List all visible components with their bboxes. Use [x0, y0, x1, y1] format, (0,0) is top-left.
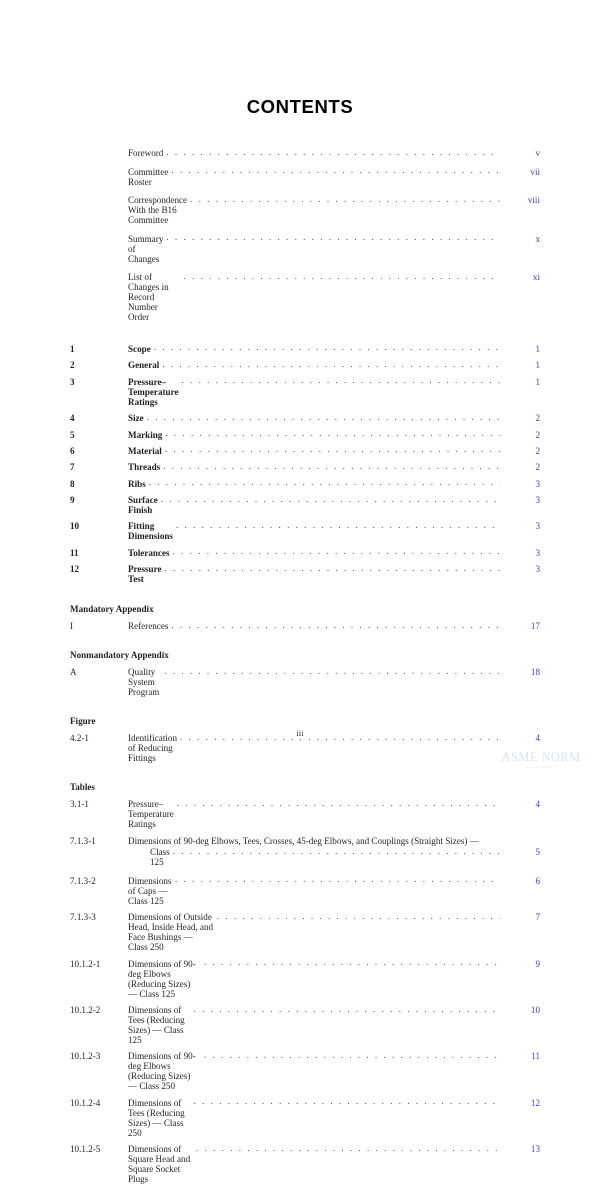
entry-title: Dimensions of Outside Head, Inside Head, and Face Bushings — Class 250: [128, 912, 214, 953]
entry-page[interactable]: x: [535, 233, 540, 244]
entry-title: References: [128, 621, 169, 632]
entry-page[interactable]: 9: [535, 958, 540, 969]
spacer: [70, 640, 540, 650]
entry-title: Dimensions of 90-deg Elbows, Tees, Crosses, 45-deg Elbows, and Couplings (Straight Sizes) —: [128, 835, 479, 846]
entry-title: Dimensions of Caps — Class 125: [128, 875, 172, 906]
entry-title: List of Changes in Record Number Order: [128, 272, 169, 323]
entry-number: 1: [70, 343, 75, 354]
dot-leader: [165, 428, 500, 438]
entry-number: 5: [70, 429, 75, 440]
entry-page[interactable]: 1: [535, 343, 540, 354]
dot-leader: [217, 911, 500, 921]
entry-number: 10: [70, 521, 80, 532]
entry-title: Pressure–Temperature Ratings: [128, 799, 174, 830]
toc-entry[interactable]: [70, 667, 540, 697]
entry-title: Committee Roster: [128, 166, 169, 187]
entry-number: 7: [70, 462, 75, 473]
entry-title: Size: [128, 413, 144, 424]
toc-entry[interactable]: [70, 360, 540, 370]
toc-entry[interactable]: [70, 1051, 540, 1091]
entry-title: Fitting Dimensions: [128, 521, 173, 542]
entry-number: 4: [70, 413, 75, 424]
toc-entry[interactable]: [70, 167, 540, 187]
entry-title: Scope: [128, 343, 151, 354]
tables-group: [70, 782, 540, 1184]
dot-leader: [204, 1050, 500, 1060]
entry-number: 3: [70, 376, 75, 387]
dot-leader: [204, 957, 500, 967]
toc-entry[interactable]: [70, 836, 540, 846]
dot-leader: [175, 874, 500, 884]
dot-leader: [171, 620, 500, 630]
entry-page[interactable]: 2: [535, 445, 540, 456]
entry-page[interactable]: 3: [535, 547, 540, 558]
entry-number: 7.1.3-2: [70, 875, 96, 886]
entry-page[interactable]: vii: [530, 166, 540, 177]
entry-page[interactable]: 17: [530, 621, 540, 632]
spacer: [70, 591, 540, 604]
dot-leader: [184, 271, 500, 281]
entry-page[interactable]: 13: [530, 1144, 540, 1155]
entry-title: Dimensions of Tees (Reducing Sizes) — Class 125: [128, 1005, 185, 1046]
table-of-contents: [70, 148, 540, 1191]
entry-title: Surface Finish: [128, 495, 158, 516]
toc-entry[interactable]: [70, 479, 540, 489]
dot-leader: [149, 477, 500, 487]
entry-number: 7.1.3-3: [70, 912, 96, 923]
dot-leader: [166, 232, 500, 242]
toc-entry[interactable]: [70, 377, 540, 407]
mandatory-appendix-group: [70, 604, 540, 632]
toc-entry[interactable]: [70, 1098, 540, 1138]
toc-entry[interactable]: [70, 1005, 540, 1045]
entry-title: Summary of Changes: [128, 233, 164, 264]
toc-entry[interactable]: [70, 548, 540, 558]
dot-leader: [173, 846, 500, 856]
entry-title: Dimensions of 90-deg Elbows (Reducing Sizes) — Class 250: [128, 1051, 196, 1092]
entry-number: 8: [70, 478, 75, 489]
entry-title: Material: [128, 445, 162, 456]
entry-page[interactable]: 18: [530, 667, 540, 678]
dot-leader: [171, 165, 500, 175]
dot-leader: [176, 520, 500, 530]
entry-page[interactable]: 3: [535, 495, 540, 506]
entry-page[interactable]: v: [535, 148, 540, 158]
entry-title: Dimensions of 90-deg Elbows (Reducing Sizes) — Class 125: [128, 958, 196, 999]
entry-page[interactable]: 2: [535, 462, 540, 473]
entry-number: 11: [70, 547, 79, 558]
entry-page[interactable]: 1: [535, 360, 540, 371]
entry-title: Marking: [128, 429, 163, 440]
toc-entry[interactable]: [70, 521, 540, 541]
entry-page[interactable]: 3: [535, 478, 540, 489]
dot-leader: [182, 375, 500, 385]
entry-page[interactable]: 1: [535, 376, 540, 387]
dot-leader: [196, 1143, 500, 1153]
entry-title: Correspondence With the B16 Committee: [128, 195, 188, 226]
dot-leader: [194, 1096, 500, 1106]
front-matter-group: [70, 148, 540, 322]
entry-page[interactable]: 4: [535, 733, 540, 744]
entry-number: A: [70, 667, 77, 678]
figure-group: [70, 716, 540, 764]
entry-page[interactable]: 3: [535, 521, 540, 532]
nonmandatory-appendix-group: [70, 650, 540, 698]
entry-page[interactable]: xi: [532, 272, 540, 283]
dot-leader: [190, 194, 500, 204]
spacer: [70, 706, 540, 716]
toc-entry[interactable]: [70, 413, 540, 423]
toc-entry[interactable]: [70, 495, 540, 515]
dot-leader: [166, 147, 500, 157]
entry-page[interactable]: 2: [535, 413, 540, 424]
entry-title: Foreword: [128, 148, 164, 158]
toc-entry[interactable]: [70, 195, 540, 225]
entry-page[interactable]: 5: [535, 847, 540, 858]
entry-number: 10.1.2-3: [70, 1051, 101, 1062]
entry-title: Dimensions of Tees (Reducing Sizes) — Class 250: [128, 1097, 185, 1138]
toc-entry[interactable]: [70, 148, 540, 158]
toc-entry[interactable]: [70, 912, 540, 952]
toc-entry[interactable]: [70, 462, 540, 472]
toc-entry-continuation[interactable]: [70, 847, 540, 867]
watermark-tagline: STANDARDS: [525, 765, 557, 769]
entry-number: 2: [70, 360, 75, 371]
entry-page[interactable]: 10: [530, 1005, 540, 1016]
entry-title: Tolerances: [128, 547, 170, 558]
entry-page[interactable]: 3: [535, 564, 540, 575]
toc-entry[interactable]: [70, 959, 540, 999]
dot-leader: [154, 342, 500, 352]
dot-leader: [173, 546, 500, 556]
dot-leader: [147, 412, 500, 422]
dot-leader: [165, 444, 500, 454]
entry-page[interactable]: 12: [530, 1097, 540, 1108]
toc-entry[interactable]: [70, 799, 540, 829]
dot-leader: [177, 798, 500, 808]
entry-number: 10.1.2-1: [70, 958, 101, 969]
entry-page[interactable]: 11: [531, 1051, 540, 1062]
toc-entry[interactable]: [70, 272, 540, 322]
entry-title: Ribs: [128, 478, 146, 489]
toc-entry[interactable]: [70, 344, 540, 354]
asme-norm-watermark-logo: [496, 751, 586, 769]
toc-entry[interactable]: [70, 564, 540, 584]
entry-number: 6: [70, 445, 75, 456]
dot-leader: [164, 666, 500, 676]
entry-page[interactable]: 6: [535, 875, 540, 886]
entry-number: 4.2-1: [70, 733, 89, 744]
toc-entry[interactable]: [70, 1144, 540, 1184]
group-heading: Nonmandatory Appendix: [70, 649, 169, 660]
entry-title: Quality System Program: [128, 667, 160, 698]
entry-title: Identification of Reducing Fittings: [128, 733, 177, 764]
toc-entry[interactable]: [70, 446, 540, 456]
entry-title: Threads: [128, 462, 161, 473]
group-heading: Figure: [70, 715, 96, 726]
entry-title: Pressure–Temperature Ratings: [128, 376, 179, 407]
dot-leader: [163, 461, 500, 471]
entry-title: Pressure Test: [128, 564, 162, 585]
entry-number: 10.1.2-4: [70, 1097, 101, 1108]
group-heading: Mandatory Appendix: [70, 603, 154, 614]
toc-entry[interactable]: [70, 430, 540, 440]
toc-entry[interactable]: [70, 234, 540, 264]
folio-page-number: iii: [296, 728, 304, 738]
dot-leader: [162, 359, 500, 369]
entry-page[interactable]: viii: [527, 195, 540, 206]
entry-page[interactable]: 4: [535, 799, 540, 810]
entry-page[interactable]: 7: [535, 912, 540, 923]
entry-title: General: [128, 360, 160, 371]
dot-leader: [165, 563, 500, 573]
entry-number: 3.1-1: [70, 799, 89, 810]
toc-entry[interactable]: [70, 876, 540, 906]
entry-number: 12: [70, 564, 80, 575]
entry-title: Dimensions of Square Head and Square Socket Plugs: [128, 1144, 191, 1185]
entry-number: 10.1.2-5: [70, 1144, 101, 1155]
page-title: CONTENTS: [246, 96, 354, 117]
group-heading: Tables: [70, 781, 95, 792]
dot-leader: [194, 1004, 500, 1014]
sections-group: [70, 344, 540, 584]
entry-page[interactable]: 2: [535, 429, 540, 440]
entry-title-continuation: Class 125: [150, 847, 170, 868]
entry-number: 10.1.2-2: [70, 1005, 101, 1016]
entry-number: I: [70, 621, 74, 632]
watermark-wordmark: ASME NORM: [501, 750, 581, 764]
dot-leader: [161, 494, 500, 504]
entry-number: 7.1.3-1: [70, 835, 96, 846]
entry-number: 9: [70, 495, 75, 506]
toc-entry[interactable]: [70, 621, 540, 631]
